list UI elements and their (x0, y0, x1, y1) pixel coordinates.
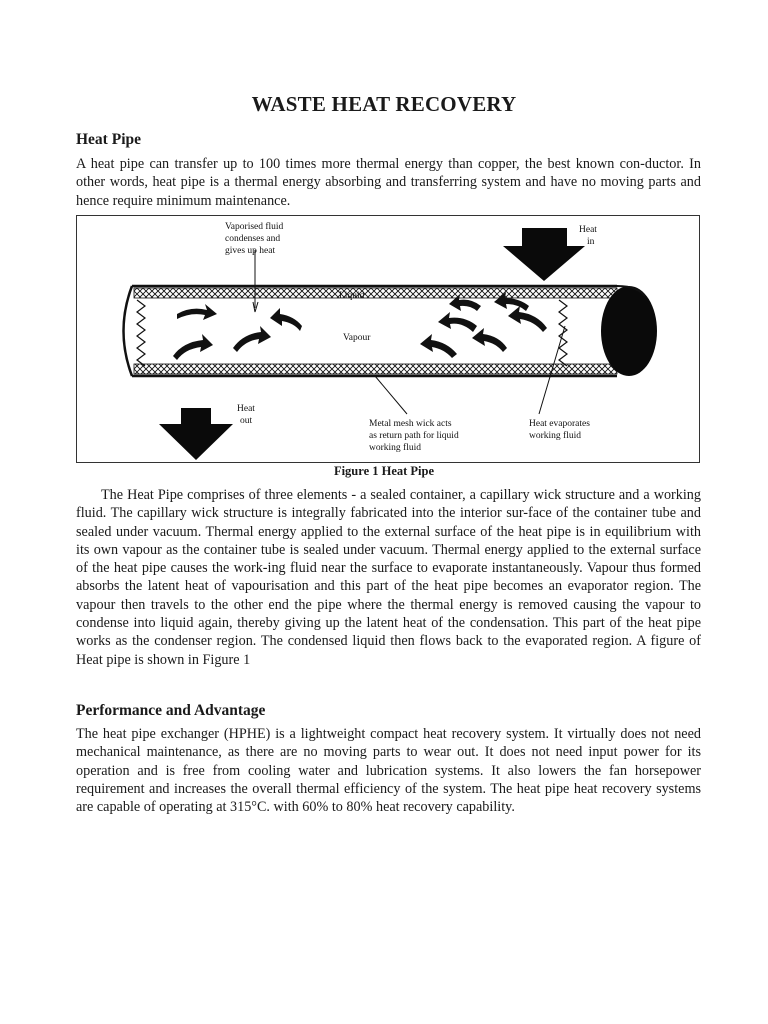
wick-bottom (134, 364, 617, 374)
performance-paragraph: The heat pipe exchanger (HPHE) is a lightweight compact heat recovery system. It virtually does not need mechanical maintenance, as there are no moving parts to wear out. It does not need input power for its operation and is free from cooling water and lubrication systems. It also lowers the fan horsepower requirement and increases the overall thermal efficiency of the system. The heat pipe heat recovery systems are capable of operating at 315°C. with 60% to 80% heat recovery capability. (76, 726, 701, 816)
label-liquid: Liquid (339, 291, 365, 301)
heat-pipe-figure (76, 215, 700, 463)
label-mesh-2: as return path for liquid (369, 431, 459, 441)
label-vaporised-3: gives up heat (225, 246, 276, 256)
body-paragraph: The Heat Pipe comprises of three elements - a sealed container, a capillary wick structure and a working fluid. The capillary wick structure is integrally fabricated into the interior sur-face of the container tube and sealed under vacuum. Thermal energy applied to the external surface of the heat pipe is in equilibrium with its own vapour as the container tube is sealed under vacuum. Thermal energy applied to the external surface of the heat pipe causes the work-ing fluid near the surface to evaporate instantaneously. Vapour thus formed absorbs the latent heat of vapourisation and this part of the heat pipe becomes an evaporator region. The vapour then travels to the other end the pipe where the thermal energy is removed causing the vapour to condense into liquid again, thereby giving up the latent heat of the condensation. This part of the heat pipe works as the condenser region. The condensed liquid then flows back to the evaporated region. A figure of Heat pipe is shown in Figure 1 (76, 487, 701, 668)
heat-in-arrow (503, 228, 585, 281)
label-evaporates-2: working fluid (529, 431, 581, 441)
heat-out-arrow (159, 408, 233, 460)
heading-heat-pipe: Heat Pipe (76, 131, 141, 148)
heading-performance: Performance and Advantage (76, 702, 266, 719)
label-heat-out-2: out (240, 416, 253, 426)
vapour-arrows-right (420, 292, 547, 358)
intro-paragraph: A heat pipe can transfer up to 100 times more thermal energy than copper, the best known con-ductor. In other words, heat pipe is a thermal energy absorbing and transferring system and have no moving parts and hence require minimum maintenance. (76, 156, 701, 209)
pipe-end-cap (601, 286, 657, 376)
label-heat-in-1: Heat (579, 225, 597, 235)
label-evaporates-1: Heat evaporates (529, 419, 590, 429)
label-vaporised-2: condenses and (225, 234, 281, 244)
label-vapour: Vapour (343, 333, 371, 343)
label-heat-in-2: in (587, 237, 595, 247)
figure-caption: Figure 1 Heat Pipe (333, 464, 435, 478)
wick-top (134, 288, 617, 298)
vapour-arrows-left (173, 304, 302, 360)
heat-pipe-diagram (77, 216, 700, 463)
pointer-mesh (375, 376, 407, 414)
label-heat-out-1: Heat (237, 404, 255, 414)
label-mesh-1: Metal mesh wick acts (369, 419, 452, 429)
label-mesh-3: working fluid (369, 443, 421, 453)
wick-left-zigzag (137, 300, 145, 366)
page-title: WASTE HEAT RECOVERY (251, 92, 517, 116)
label-vaporised-1: Vaporised fluid (225, 222, 284, 232)
